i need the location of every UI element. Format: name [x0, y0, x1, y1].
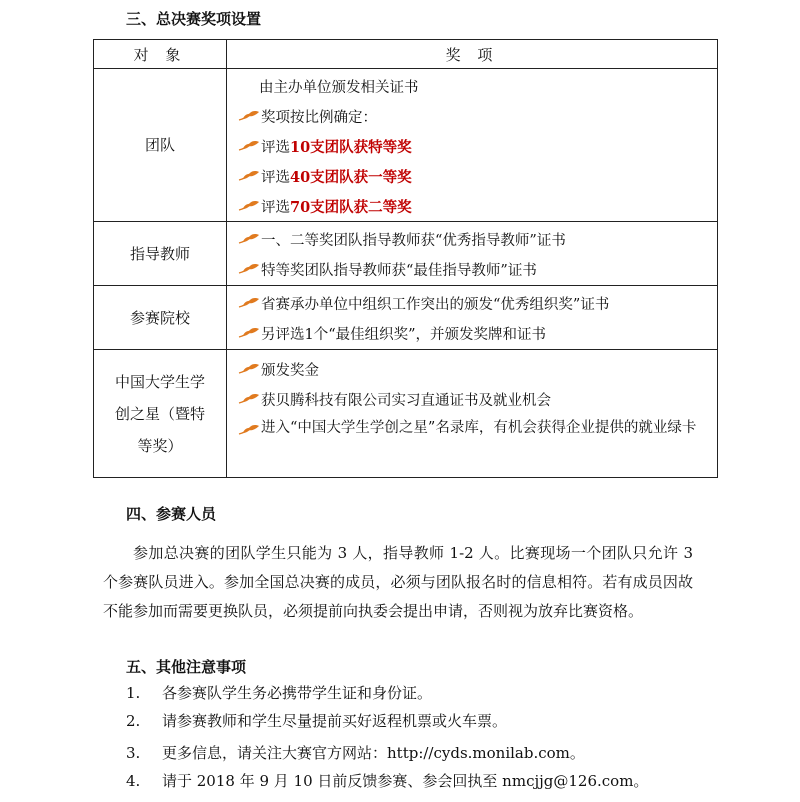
list-item [126, 770, 648, 791]
list-item [227, 354, 717, 384]
row-object-school: 参赛院校 [94, 286, 227, 350]
item-text: 获贝腾科技有限公司实习直通证书及就业机会 [261, 392, 551, 409]
item-prefix: 评选 [261, 139, 290, 156]
list-item [126, 682, 432, 703]
leaf-bullet-icon [237, 198, 261, 214]
note-number: 3. [126, 744, 141, 762]
item-text: 奖项按比例确定： [261, 109, 377, 126]
leaf-bullet-icon [237, 295, 261, 311]
item-text: 特等奖团队指导教师获“最佳指导教师”证书 [261, 262, 537, 279]
leaf-bullet-icon [237, 325, 261, 341]
item-text: 由主办单位颁发相关证书 [259, 79, 419, 96]
list-item [227, 288, 717, 318]
item-highlight: 40支团队获一等奖 [290, 168, 412, 186]
list-item [227, 161, 717, 191]
list-item [126, 710, 507, 731]
list-item [227, 191, 717, 221]
row-object-team: 团队 [94, 69, 227, 222]
awards-section-title: 三、总决赛奖项设置 [126, 10, 262, 28]
leaf-bullet-icon [237, 361, 261, 377]
note-text: 各参赛队学生务必携带学生证和身份证。 [162, 684, 433, 702]
leaf-bullet-icon [237, 391, 261, 407]
leaf-bullet-icon [237, 261, 261, 277]
list-item [227, 101, 717, 131]
awards-table [93, 39, 718, 478]
item-text: 省赛承办单位中组织工作突出的颁发“优秀组织奖”证书 [261, 296, 610, 313]
list-item [227, 414, 717, 442]
row-items-school [227, 286, 718, 350]
note-number: 4. [126, 772, 141, 790]
list-item [227, 384, 717, 414]
note-number: 1. [126, 684, 141, 702]
note-number: 2. [126, 712, 141, 730]
list-item [126, 742, 585, 763]
note-text: 请参赛教师和学生尽量提前买好返程机票或火车票。 [162, 712, 508, 730]
leaf-bullet-icon [237, 168, 261, 184]
table-row [94, 222, 718, 286]
item-prefix: 评选 [261, 199, 290, 216]
participants-section-title: 四、参赛人员 [126, 505, 217, 523]
item-text: 一、二等奖团队指导教师获“优秀指导教师”证书 [261, 232, 566, 249]
item-text: 进入“中国大学生学创之星”名录库，有机会获得企业提供的就业绿卡 [261, 420, 697, 436]
participants-paragraph: 参加总决赛的团队学生只能为 3 人，指导教师 1-2 人。比赛现场一个团队只允许 3 个参赛队员进入。参加全国总决赛的成员，必须与团队报名时的信息相符。若有成员因故不能参加而需要更换队员，必须提前向执委会提出申请，否则视为放弃比赛资格。 [103, 544, 693, 620]
row-object-star: 中国大学生学创之星（暨特等奖） [94, 350, 227, 478]
header-object: 对 象 [94, 40, 227, 69]
note-text: 更多信息，请关注大赛官方网站：http://cyds.monilab.com。 [162, 744, 585, 762]
list-item [227, 254, 717, 284]
list-item [227, 71, 717, 101]
leaf-bullet-icon [237, 108, 261, 124]
row-object-teacher: 指导教师 [94, 222, 227, 286]
table-row [94, 286, 718, 350]
item-highlight: 70支团队获二等奖 [290, 198, 412, 216]
table-row [94, 350, 718, 478]
row-items-teacher [227, 222, 718, 286]
list-item [227, 224, 717, 254]
leaf-bullet-icon [237, 138, 261, 154]
item-prefix: 评选 [261, 169, 290, 186]
leaf-bullet-icon [237, 420, 261, 436]
row-items-star [227, 350, 718, 478]
item-text: 颁发奖金 [261, 362, 319, 379]
row-items-team [227, 69, 718, 222]
notes-section-title: 五、其他注意事项 [126, 658, 247, 676]
list-item [227, 131, 717, 161]
header-award: 奖 项 [227, 40, 718, 69]
list-item [227, 318, 717, 348]
item-text: 另评选1个“最佳组织奖”，并颁发奖牌和证书 [261, 326, 547, 343]
table-row [94, 69, 718, 222]
table-header-row [94, 40, 718, 69]
leaf-bullet-icon [237, 231, 261, 247]
note-text: 请于 2018 年 9 月 10 日前反馈参赛、参会回执至 nmcjjg@126.com。 [162, 772, 649, 790]
item-highlight: 10支团队获特等奖 [290, 138, 412, 156]
